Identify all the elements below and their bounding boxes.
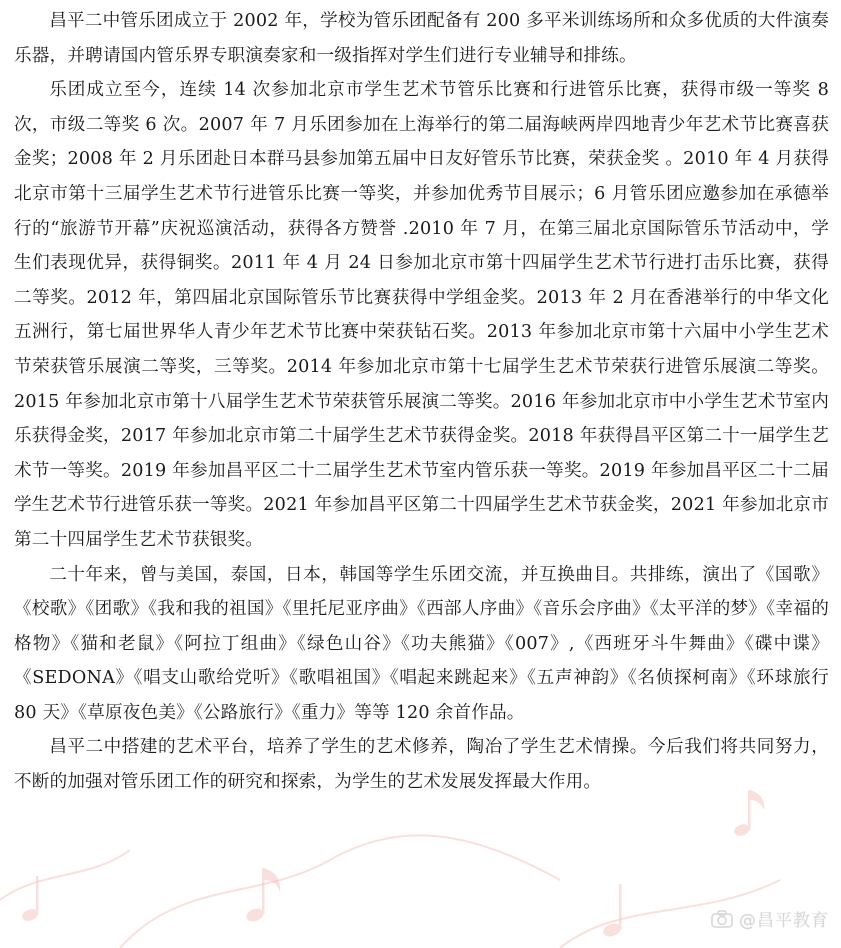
paragraph-awards: 乐团成立至今，连续 14 次参加北京市学生艺术节管乐比赛和行进管乐比赛，获得市级一等奖 8 次，市级二等奖 6 次。2007 年 7 月乐团参加在上海举行的第二届海峡两岸四地青少年艺术节比赛喜获金奖；2008 年 2 月乐团赴日本群马县参加第五届中日友好管乐节比赛，荣获金奖 。2010 年 4 月获得北京市第十三届学生艺术节行进管乐比赛一等奖，并参加优秀节目展示；6 月管乐团应邀参加在承德举行的“旅游节开幕”庆祝巡演活动，获得各方赞誉 .2010 年 7 月，在第三届北京国际管乐节活动中，学生们表现优异，获得铜奖。2011 年 4 月 24 日参加北京市第十四届学生艺术节行进打击乐比赛，获得二等奖。2012 年，第四届北京国际管乐节比赛获得中学组金奖。2013 年 2 月在香港举行的中华文化五洲行，第七届世界华人青少年艺术节比赛中荣获钻石奖。2013 年参加北京市第十六届中小学生艺术节荣获管乐展演二等奖，三等奖。2014 年参加北京市第十七届学生艺术节荣获行进管乐展演二等奖。2015 年参加北京市第十八届学生艺术节荣获管乐展演二等奖。2016 年参加北京市中小学生艺术节室内乐获得金奖，2017 年参加北京市第二十届学生艺术节获得金奖。2018 年获得昌平区第二十一届学生艺术节一等奖。2019 年参加昌平区二十二届学生艺术节室内管乐获一等奖。2019 年参加昌平区二十二届学生艺术节行进管乐获一等奖。2021 年参加昌平区第二十四届学生艺术节获金奖，2021 年参加北京市第二十四届学生艺术节获银奖。 (14, 80, 829, 550)
source-watermark (711, 906, 829, 931)
camera-logo-icon (711, 910, 733, 928)
watermark-text: @昌平教育 (739, 911, 829, 931)
article-body (14, 0, 829, 800)
paragraph-repertoire: 二十年来，曾与美国，泰国，日本，韩国等学生乐团交流，并互换曲目。共排练，演出了《国歌》《校歌》《团歌》《我和我的祖国》《里托尼亚序曲》《西部人序曲》《音乐会序曲》《太平洋的梦》《幸福的格物》《猫和老鼠》《阿拉丁组曲》《绿色山谷》《功夫熊猫》《007》,《西班牙斗牛舞曲》《碟中谍》《SEDONA》《唱支山歌给党听》《歌唱祖国》《唱起来跳起来》《五声神韵》《名侦探柯南》《环球旅行 80 天》《草原夜色美》《公路旅行》《重力》等等 120 余首作品。 (14, 564, 829, 723)
paragraph-founding: 昌平二中管乐团成立于 2002 年，学校为管乐团配备有 200 多平米训练场所和众多优质的大件演奏乐器，并聘请国内管乐界专职演奏家和一级指挥对学生们进行专业辅导和排练。 (14, 11, 829, 66)
paragraph-conclusion: 昌平二中搭建的艺术平台，培养了学生的艺术修养，陶冶了学生艺术情操。今后我们将共同努力，不断的加强对管乐团工作的研究和探索，为学生的艺术发展发挥最大作用。 (14, 737, 829, 793)
